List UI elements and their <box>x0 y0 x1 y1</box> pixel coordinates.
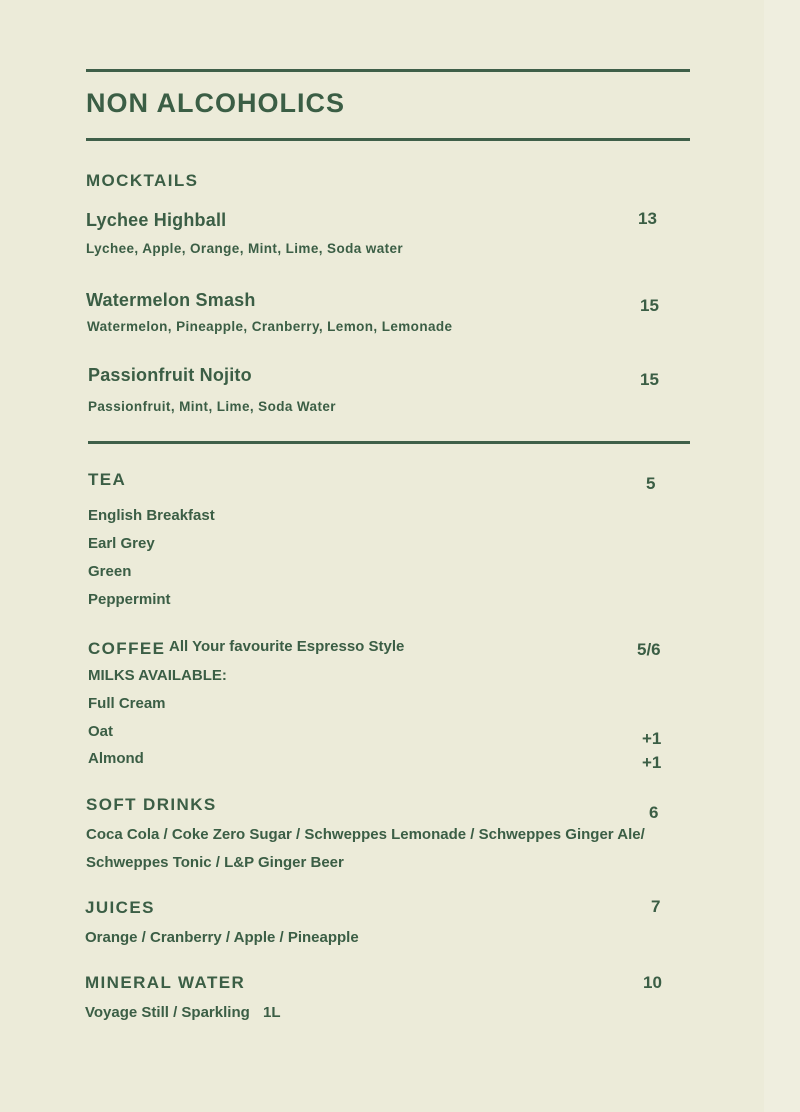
juices-price: 7 <box>651 897 661 916</box>
list-item: Green <box>88 563 132 580</box>
mocktails-heading: MOCKTAILS <box>86 171 199 190</box>
juices-heading: JUICES <box>85 898 155 917</box>
item-name: Lychee Highball <box>86 210 227 230</box>
soft-drinks-heading: SOFT DRINKS <box>86 795 217 814</box>
milk-surcharge: +1 <box>642 729 662 748</box>
item-description: Lychee, Apple, Orange, Mint, Lime, Soda water <box>86 241 404 256</box>
tea-price: 5 <box>646 474 656 493</box>
list-item: Oat <box>88 723 114 740</box>
mineral-water-line: Voyage Still / Sparkling <box>85 1004 250 1021</box>
mineral-water-size: 1L <box>263 1004 281 1021</box>
list-item: Earl Grey <box>88 535 155 552</box>
soft-drinks-line: Schweppes Tonic / L&P Ginger Beer <box>86 854 344 871</box>
section-divider <box>88 441 690 444</box>
item-price: 15 <box>640 370 659 389</box>
item-name: Passionfruit Nojito <box>88 365 252 385</box>
list-item: Peppermint <box>88 591 171 608</box>
page-title: NON ALCOHOLICS <box>86 88 345 118</box>
juices-line: Orange / Cranberry / Apple / Pineapple <box>85 929 359 946</box>
item-description: Watermelon, Pineapple, Cranberry, Lemon, Lemonade <box>87 319 453 334</box>
milks-label: MILKS AVAILABLE: <box>88 667 227 684</box>
item-description: Passionfruit, Mint, Lime, Soda Water <box>88 399 336 414</box>
list-item: Almond <box>88 750 144 767</box>
milk-surcharge: +1 <box>642 753 662 772</box>
item-price: 15 <box>640 296 659 315</box>
soft-drinks-price: 6 <box>649 803 659 822</box>
list-item: Full Cream <box>88 695 166 712</box>
soft-drinks-line: Coca Cola / Coke Zero Sugar / Schweppes Lemonade / Schweppes Ginger Ale/ <box>86 826 645 843</box>
coffee-subtitle: All Your favourite Espresso Style <box>169 638 405 655</box>
tea-heading: TEA <box>88 470 127 489</box>
coffee-price: 5/6 <box>637 640 661 659</box>
mineral-water-price: 10 <box>643 973 662 992</box>
title-bottom-rule <box>86 138 690 141</box>
coffee-heading: COFFEE <box>88 639 166 658</box>
item-name: Watermelon Smash <box>86 290 256 310</box>
mineral-water-heading: MINERAL WATER <box>85 973 246 992</box>
page-edge <box>764 0 800 1112</box>
list-item: English Breakfast <box>88 507 215 524</box>
item-price: 13 <box>638 209 657 228</box>
title-top-rule <box>86 69 690 72</box>
